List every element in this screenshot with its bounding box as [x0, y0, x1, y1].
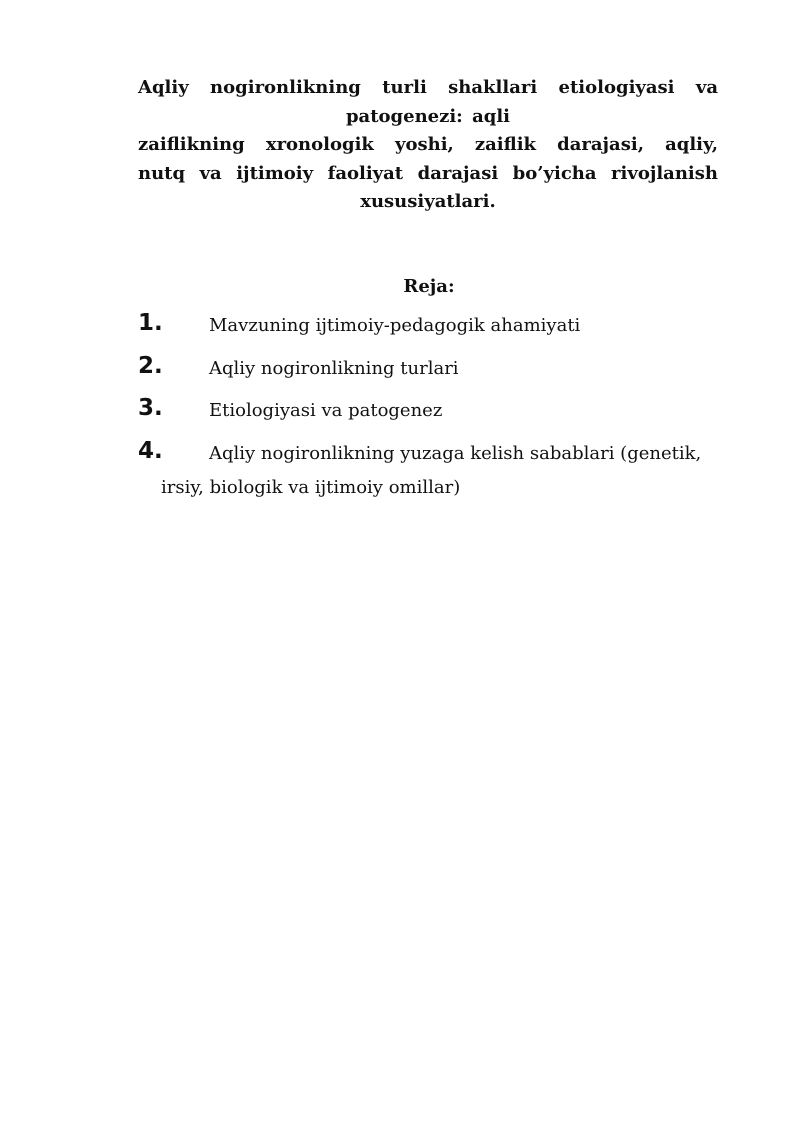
plan-item-number: 2. [138, 352, 163, 379]
plan-item-text: Etiologiyasi va patogenez [209, 400, 443, 421]
plan-item-number: 1. [138, 310, 163, 336]
title-line-2: patogenezi: aqli [345, 105, 511, 127]
plan-item-text: Aqliy nogironlikning turlari [209, 357, 459, 379]
plan-item [138, 309, 738, 352]
plan-item-text: Aqliy nogironlikning yuzaga kelish sabablari (genetik, [209, 442, 702, 464]
plan-item-number: 4. [138, 437, 163, 464]
plan-list [138, 309, 738, 505]
plan-item [138, 437, 738, 505]
plan-item-text-continuation: irsiy, biologik va ijtimoiy omillar) [161, 476, 461, 498]
title-line-4: nutq va ijtimoiy faoliyat darajasi bo’yicha rivojlanish [138, 162, 718, 184]
plan-item [138, 394, 738, 437]
title-line-1: Aqliy nogironlikning turli shakllari etiologiyasi va [138, 77, 718, 98]
plan-heading: Reja: [403, 276, 455, 297]
plan-item [138, 352, 738, 395]
title-line-5: xususiyatlari. [360, 191, 496, 212]
plan-item-number: 3. [138, 395, 163, 421]
title-line-3: zaiflikning xronologik yoshi, zaiflik darajasi, aqliy, [138, 134, 718, 155]
plan-item-text: Mavzuning ijtimoiy-pedagogik ahamiyati [209, 315, 581, 336]
document-title [138, 74, 718, 217]
